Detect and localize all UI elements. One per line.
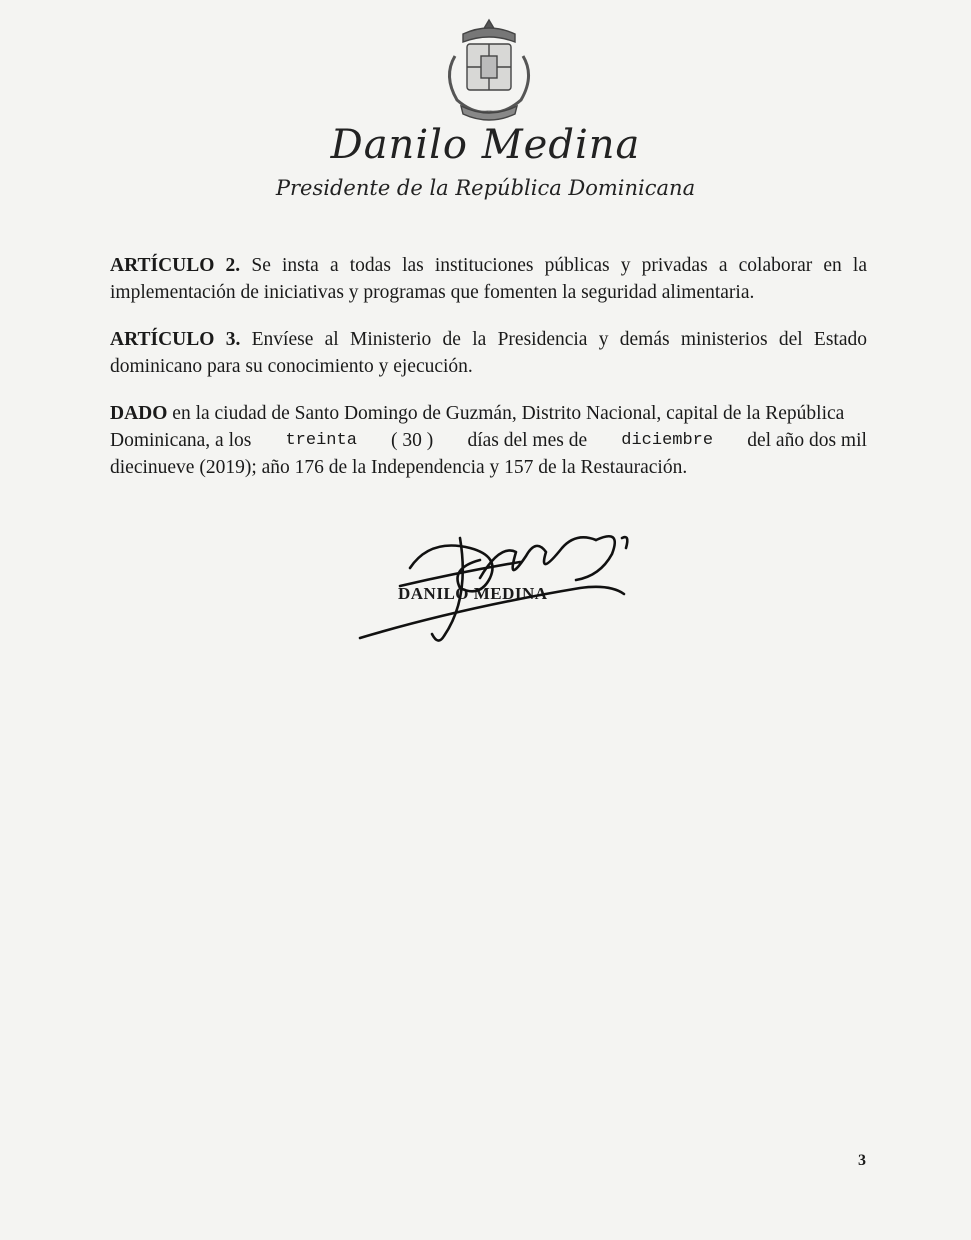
coat-of-arms-seal (433, 16, 545, 126)
dado-prefix: Dominicana, a los (110, 430, 252, 451)
dado-line-1-text: en la ciudad de Santo Domingo de Guzmán, Distrito Nacional, capital de la República (172, 403, 845, 424)
article-2 (110, 252, 867, 306)
handwritten-signature (340, 508, 640, 658)
article-3 (110, 326, 867, 380)
dado-day-number: ( 30 ) (391, 430, 434, 451)
article-3-label: ARTÍCULO 3. (110, 329, 241, 350)
dado-middle: días del mes de (467, 430, 588, 451)
dado-suffix: del año dos mil (747, 430, 867, 451)
dado-month: diciembre (621, 431, 714, 450)
dado-label: DADO (110, 403, 168, 424)
article-2-text: Se insta a todas las instituciones públicas y privadas a colaborar en la implementación de iniciativas y programas que fomenten la seguridad alimentaria. (110, 255, 868, 303)
article-2-label: ARTÍCULO 2. (110, 255, 241, 276)
dado-line-3: diecinueve (2019); año 176 de la Independencia y 157 de la Restauración. (110, 457, 688, 478)
signature-printed-name: DANILO MEDINA (398, 584, 548, 603)
dado-paragraph (110, 400, 867, 481)
header-name: Danilo Medina (330, 122, 641, 168)
article-3-text: Envíese al Ministerio de la Presidencia y demás ministerios del Estado dominicano para su conocimiento y ejecución. (110, 329, 867, 377)
page-number: 3 (858, 1152, 866, 1169)
dado-line-1 (110, 400, 867, 427)
dado-day-words: treinta (285, 431, 357, 450)
header-title: Presidente de la República Dominicana (275, 176, 696, 200)
dado-line-2 (110, 427, 867, 454)
